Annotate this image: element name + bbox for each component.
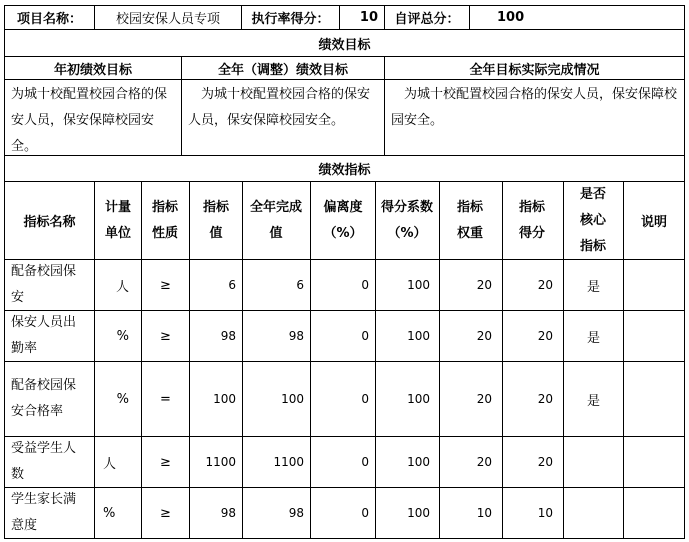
indicator-unit: 人 <box>115 279 129 295</box>
indicator-value: 100 <box>213 392 236 406</box>
header-note: 说明 <box>640 215 667 230</box>
header-indicator-name: 指标名称 <box>23 215 76 230</box>
indicator-note <box>624 488 684 538</box>
self-total-label: 自评总分： <box>394 12 460 27</box>
indicator-nature: ≥ <box>160 454 171 470</box>
project-name-label: 项目名称： <box>16 12 82 27</box>
indicator-actual: 100 <box>281 392 304 406</box>
header-score: 指标得分 <box>518 199 545 241</box>
indicator-value: 1100 <box>205 455 236 469</box>
header-score-coef: 得分系数（%） <box>381 199 434 241</box>
header-core: 是否核心指标 <box>579 186 606 254</box>
header-actual: 全年完成值 <box>249 199 302 241</box>
indicator-coef: 100 <box>407 329 430 343</box>
indicator-name: 受益学生人数 <box>11 441 77 482</box>
indicator-weight: 10 <box>476 506 492 520</box>
header-nature: 指标性质 <box>151 199 178 241</box>
exec-score-label: 执行率得分： <box>251 12 330 27</box>
indicator-deviation: 0 <box>361 392 369 406</box>
header-value: 指标值 <box>202 199 229 241</box>
indicator-core <box>564 488 623 538</box>
indicator-value: 98 <box>220 506 236 520</box>
indicator-unit: 人 <box>103 456 117 472</box>
indicator-nature: ≥ <box>160 505 171 521</box>
indicator-coef: 100 <box>407 455 430 469</box>
header-deviation: 偏离度（%） <box>323 199 363 241</box>
indicator-actual: 98 <box>288 329 304 343</box>
indicator-score: 20 <box>537 392 553 406</box>
indicator-coef: 100 <box>407 278 430 292</box>
indicator-note <box>624 260 684 310</box>
indicator-score: 20 <box>537 278 553 292</box>
indicator-core: 是 <box>586 279 600 295</box>
indicator-core <box>564 437 623 487</box>
indicator-name: 配备校园保安 <box>11 264 77 305</box>
indicator-score: 20 <box>537 329 553 343</box>
indicator-deviation: 0 <box>361 506 369 520</box>
goals-section-title: 绩效目标 <box>318 37 371 53</box>
indicator-nature: = <box>160 391 171 407</box>
goals-col-adjusted: 全年（调整）绩效目标 <box>217 62 348 78</box>
indicator-actual: 6 <box>296 278 304 292</box>
indicator-weight: 20 <box>476 278 492 292</box>
indicator-unit: % <box>116 328 129 344</box>
indicator-coef: 100 <box>407 506 430 520</box>
indicator-note <box>624 311 684 361</box>
goals-adjusted-text: 为城十校配置校园合格的保安人员，保安保障校园安全。 <box>188 87 371 128</box>
goals-col-initial: 年初绩效目标 <box>53 62 132 78</box>
indicator-note <box>624 437 684 487</box>
indicators-section-title: 绩效指标 <box>318 163 371 178</box>
indicator-name: 学生家长满意度 <box>11 492 77 533</box>
indicator-value: 98 <box>220 329 236 343</box>
indicator-nature: ≥ <box>160 328 171 344</box>
header-unit: 计量单位 <box>104 199 131 241</box>
indicator-deviation: 0 <box>361 329 369 343</box>
goals-actual-text: 为城十校配置校园合格的保安人员，保安保障校园安全。 <box>391 87 678 128</box>
indicator-weight: 20 <box>476 329 492 343</box>
self-total-value: 100 <box>497 10 525 25</box>
indicator-name: 保安人员出勤率 <box>11 315 77 356</box>
indicator-unit: % <box>103 505 116 521</box>
indicator-nature: ≥ <box>160 277 171 293</box>
indicator-actual: 98 <box>288 506 304 520</box>
goals-initial-text: 为城十校配置校园合格的保安人员，保安保障校园安全。 <box>11 87 168 154</box>
indicator-deviation: 0 <box>361 278 369 292</box>
indicator-deviation: 0 <box>361 455 369 469</box>
indicator-weight: 20 <box>476 455 492 469</box>
exec-score-value: 10 <box>359 10 378 25</box>
goals-col-actual: 全年目标实际完成情况 <box>469 62 600 78</box>
indicator-actual: 1100 <box>273 455 304 469</box>
indicator-value: 6 <box>228 278 236 292</box>
indicator-weight: 20 <box>476 392 492 406</box>
indicator-core: 是 <box>586 393 600 409</box>
indicator-core: 是 <box>586 330 600 346</box>
indicator-coef: 100 <box>407 392 430 406</box>
indicator-unit: % <box>116 391 129 407</box>
indicator-name: 配备校园保安合格率 <box>11 378 77 419</box>
indicator-score: 20 <box>537 455 553 469</box>
indicator-note <box>624 362 684 436</box>
header-weight: 指标权重 <box>456 199 483 241</box>
project-name-value: 校园安保人员专项 <box>115 12 220 27</box>
indicator-score: 10 <box>537 506 553 520</box>
